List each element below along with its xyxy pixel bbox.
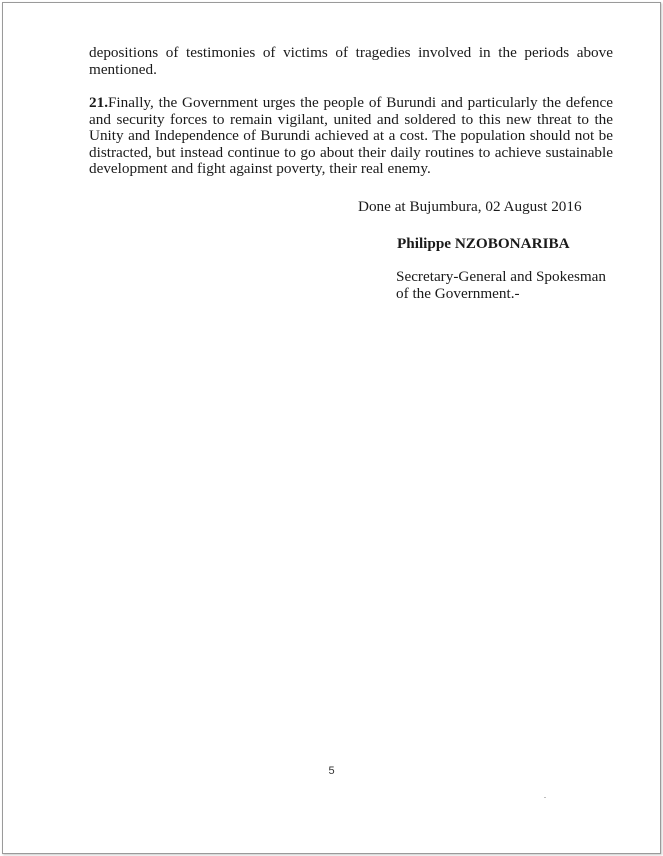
- paragraph-21-text: Finally, the Government urges the people of Burundi and particularly the defence and security forces to remain vigilant, united and soldered to this new threat to the Unity and Independence of Burundi achieved at a cost. The population should not be distracted, but instead continue to go about their daily routines to achieve sustainable development and fight against poverty, their real enemy.: [89, 94, 613, 177]
- paragraph-21: [89, 95, 613, 178]
- signatory-title-line-2: of the Government.-: [396, 285, 520, 302]
- signatory-name: Philippe NZOBONARIBA: [397, 235, 570, 252]
- document-page: [2, 2, 661, 854]
- place-and-date: Done at Bujumbura, 02 August 2016: [358, 198, 582, 215]
- continued-paragraph: depositions of testimonies of victims of tragedies involved in the periods above mentioned.: [89, 44, 613, 78]
- signatory-title: [396, 268, 606, 302]
- page-number: 5: [328, 765, 335, 777]
- signatory-title-line-1: Secretary-General and Spokesman: [396, 268, 607, 285]
- paragraph-number: 21.: [89, 94, 108, 111]
- scan-speck: [544, 797, 546, 798]
